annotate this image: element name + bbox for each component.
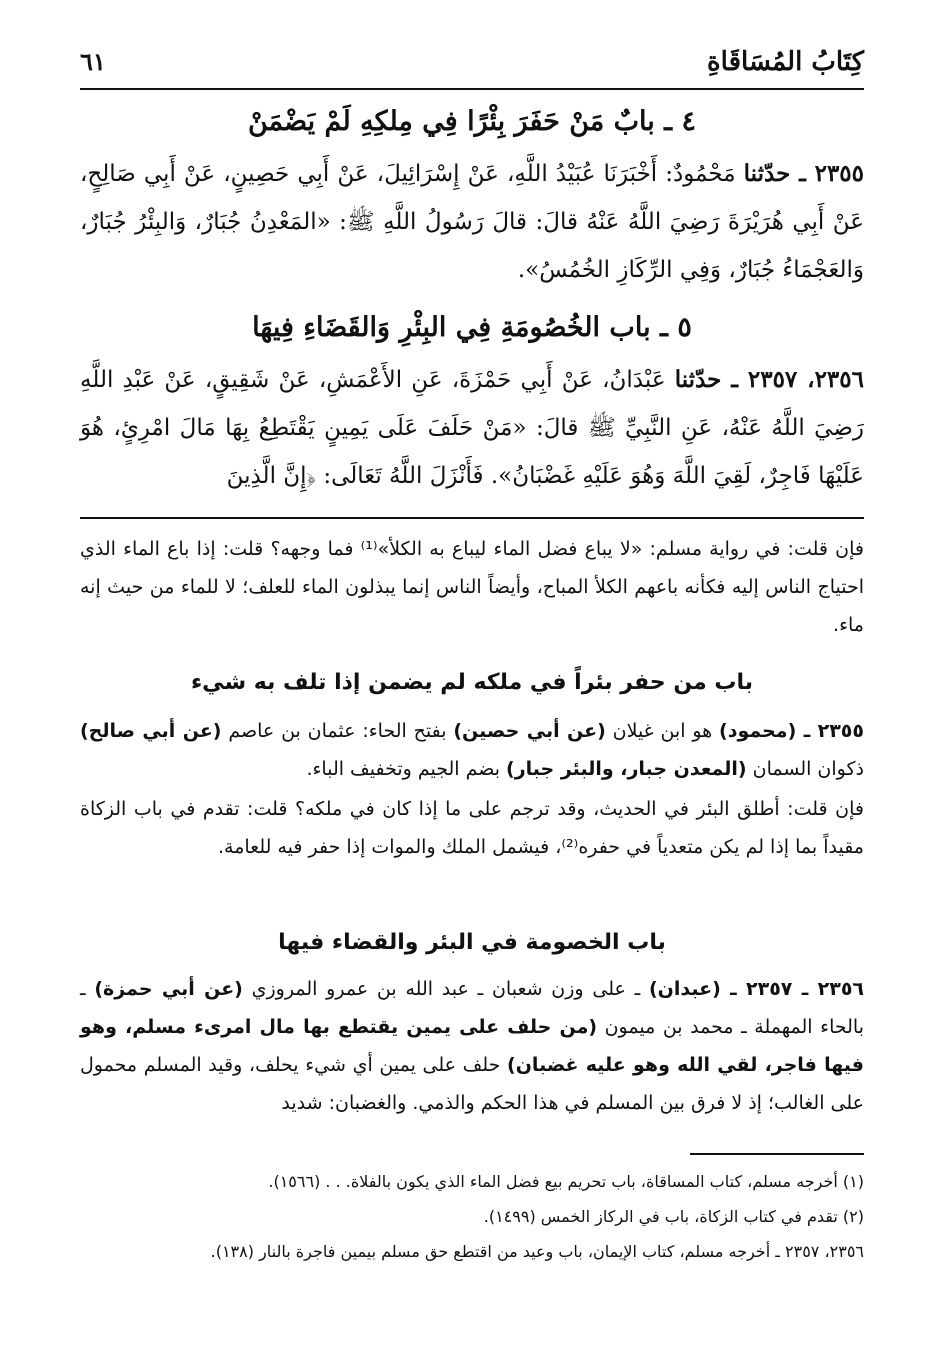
text-commentary-divider	[80, 517, 864, 519]
hadith-body: مَحْمُودٌ: أَخْبَرَنَا عُبَيْدُ اللَّهِ، عَنْ إِسْرَائِيلَ، عَنْ أَبِي حَصِينٍ، عَنْ أَبِي صَالِحٍ، عَنْ أَبِي هُرَيْرَةَ رَضِيَ اللَّهُ عَنْهُ قالَ: قالَ رَسُولُ اللَّهِ ﷺ: «المَعْدِنُ جُبَارٌ، وَالبِئْرُ جُبَارٌ، وَالعَجْمَاءُ جُبَارٌ، وَفِي الرِّكَازِ الخُمُسُ».	[80, 161, 864, 283]
section-title-5: ٥ ـ باب الخُصُومَةِ فِي البِئْرِ وَالقَضَاءِ فِيهَا	[252, 312, 692, 343]
commentary-paragraph	[80, 712, 864, 788]
commentary-heading: باب الخصومة في البئر والقضاء فيها	[278, 930, 666, 955]
commentary-paragraph: فإن قلت: في رواية مسلم: «لا يباع فضل الماء ليباع به الكلأ»⁽¹⁾ فما وجهه؟ قلت: إذا باع الماء الذي احتياج الناس إليه فكأنه باعهم الكلأ المباح، وأيضاً الناس إنما يبذلون الماء للعلف؛ لا للماء من حيث إنه ماء.	[80, 538, 864, 636]
hadith-number: ٢٣٥٦ ـ ٢٣٥٧ ـ	[720, 978, 865, 1000]
hadith-2355	[80, 150, 864, 294]
hadith-2356-2357	[80, 356, 864, 500]
quoted-text: (عن أبي صالح)	[80, 720, 222, 742]
explanation-text: ذكوان السمان	[746, 758, 864, 780]
explanation-text: ـ بالحاء المهملة ـ محمد بن ميمون	[80, 978, 864, 1038]
explanation-text: ـ على وزن شعبان ـ عبد الله بن عمرو المروزي	[242, 978, 649, 1000]
hadith-number: ٢٣٥٦، ٢٣٥٧ ـ حدّثنا	[674, 366, 864, 393]
quoted-text: (عبدان)	[648, 978, 721, 1000]
quoted-text: (عن أبي حمزة)	[94, 978, 243, 1000]
quoted-text: (من حلف على يمين يقتطع بها مال امرىء مسلم، وهو فيها فاجر، لقي الله وهو عليه غضبان)	[80, 1016, 864, 1076]
commentary-heading: باب من حفر بئراً في ملكه لم يضمن إذا تلف به شيء	[190, 670, 754, 695]
hadith-number: ٢٣٥٥ ـ	[796, 720, 864, 742]
quoted-text: (المعدن جبار، والبئر جبار)	[506, 758, 747, 780]
hadith-body: عَبْدَانُ، عَنْ أَبِي حَمْزَةَ، عَنِ الأَعْمَشِ، عَنْ شَقِيقٍ، عَنْ عَبْدِ اللَّهِ رَضِيَ اللَّهُ عَنْهُ، عَنِ النَّبِيِّ ﷺ قالَ: «مَنْ حَلَفَ عَلَى يَمِينٍ يَقْتَطِعُ بِهَا مَالَ امْرِئٍ، هُوَ عَلَيْهَا فَاجِرٌ، لَقِيَ اللَّهَ وَهُوَ عَلَيْهِ غَضْبَانُ». فَأَنْزَلَ اللَّهُ تَعَالَى: ﴿إِنَّ الَّذِينَ	[80, 367, 864, 489]
commentary-paragraph: فإن قلت: أطلق البئر في الحديث، وقد ترجم على ما إذا كان في ملكه؟ قلت: تقدم في باب الزكاة مقيداً بما إذا لم يكن متعدياً في حفره⁽²⁾، فيشمل الملك والموات إذا حفر فيه للعامة.	[80, 798, 864, 858]
footnote-1: (١) أخرجه مسلم، كتاب المساقاة، باب تحريم بيع فضل الماء الذي يكون بالفلاة. . . (١٥٦٦).	[268, 1172, 864, 1191]
quoted-text: (محمود)	[719, 720, 797, 742]
explanation-text: بفتح الحاء: عثمان بن عاصم	[221, 720, 454, 742]
hadith-number: ٢٣٥٥ ـ حدّثنا	[743, 160, 865, 187]
footnote-3: ٢٣٥٦، ٢٣٥٧ ـ أخرجه مسلم، كتاب الإيمان، باب وعيد من اقتطع حق مسلم بيمين فاجرة بالنار (١٣٨).	[210, 1242, 864, 1261]
header-divider	[80, 88, 864, 90]
footnote-divider	[690, 1153, 864, 1155]
explanation-text: هو ابن غيلان	[605, 720, 720, 742]
page-number: ٦١	[80, 47, 106, 76]
book-title: كِتَابُ المُسَاقَاةِ	[707, 47, 864, 77]
explanation-text: حلف على يمين أي شيء يحلف، وقيد المسلم محمول على الغالب؛ إذ لا فرق بين المسلم في هذا الحكم والذمي. والغضبان: شديد	[80, 1054, 864, 1114]
section-title-4: ٤ ـ بابٌ مَنْ حَفَرَ بِئْرًا فِي مِلكِهِ لَمْ يَضْمَنْ	[248, 106, 696, 137]
commentary-paragraph	[80, 970, 864, 1122]
footnote-2: (٢) تقدم في كتاب الزكاة، باب في الركاز الخمس (١٤٩٩).	[483, 1207, 864, 1226]
quoted-text: (عن أبي حصين)	[453, 720, 606, 742]
page-header	[80, 42, 864, 92]
explanation-text: بضم الجيم وتخفيف الباء.	[306, 758, 507, 780]
